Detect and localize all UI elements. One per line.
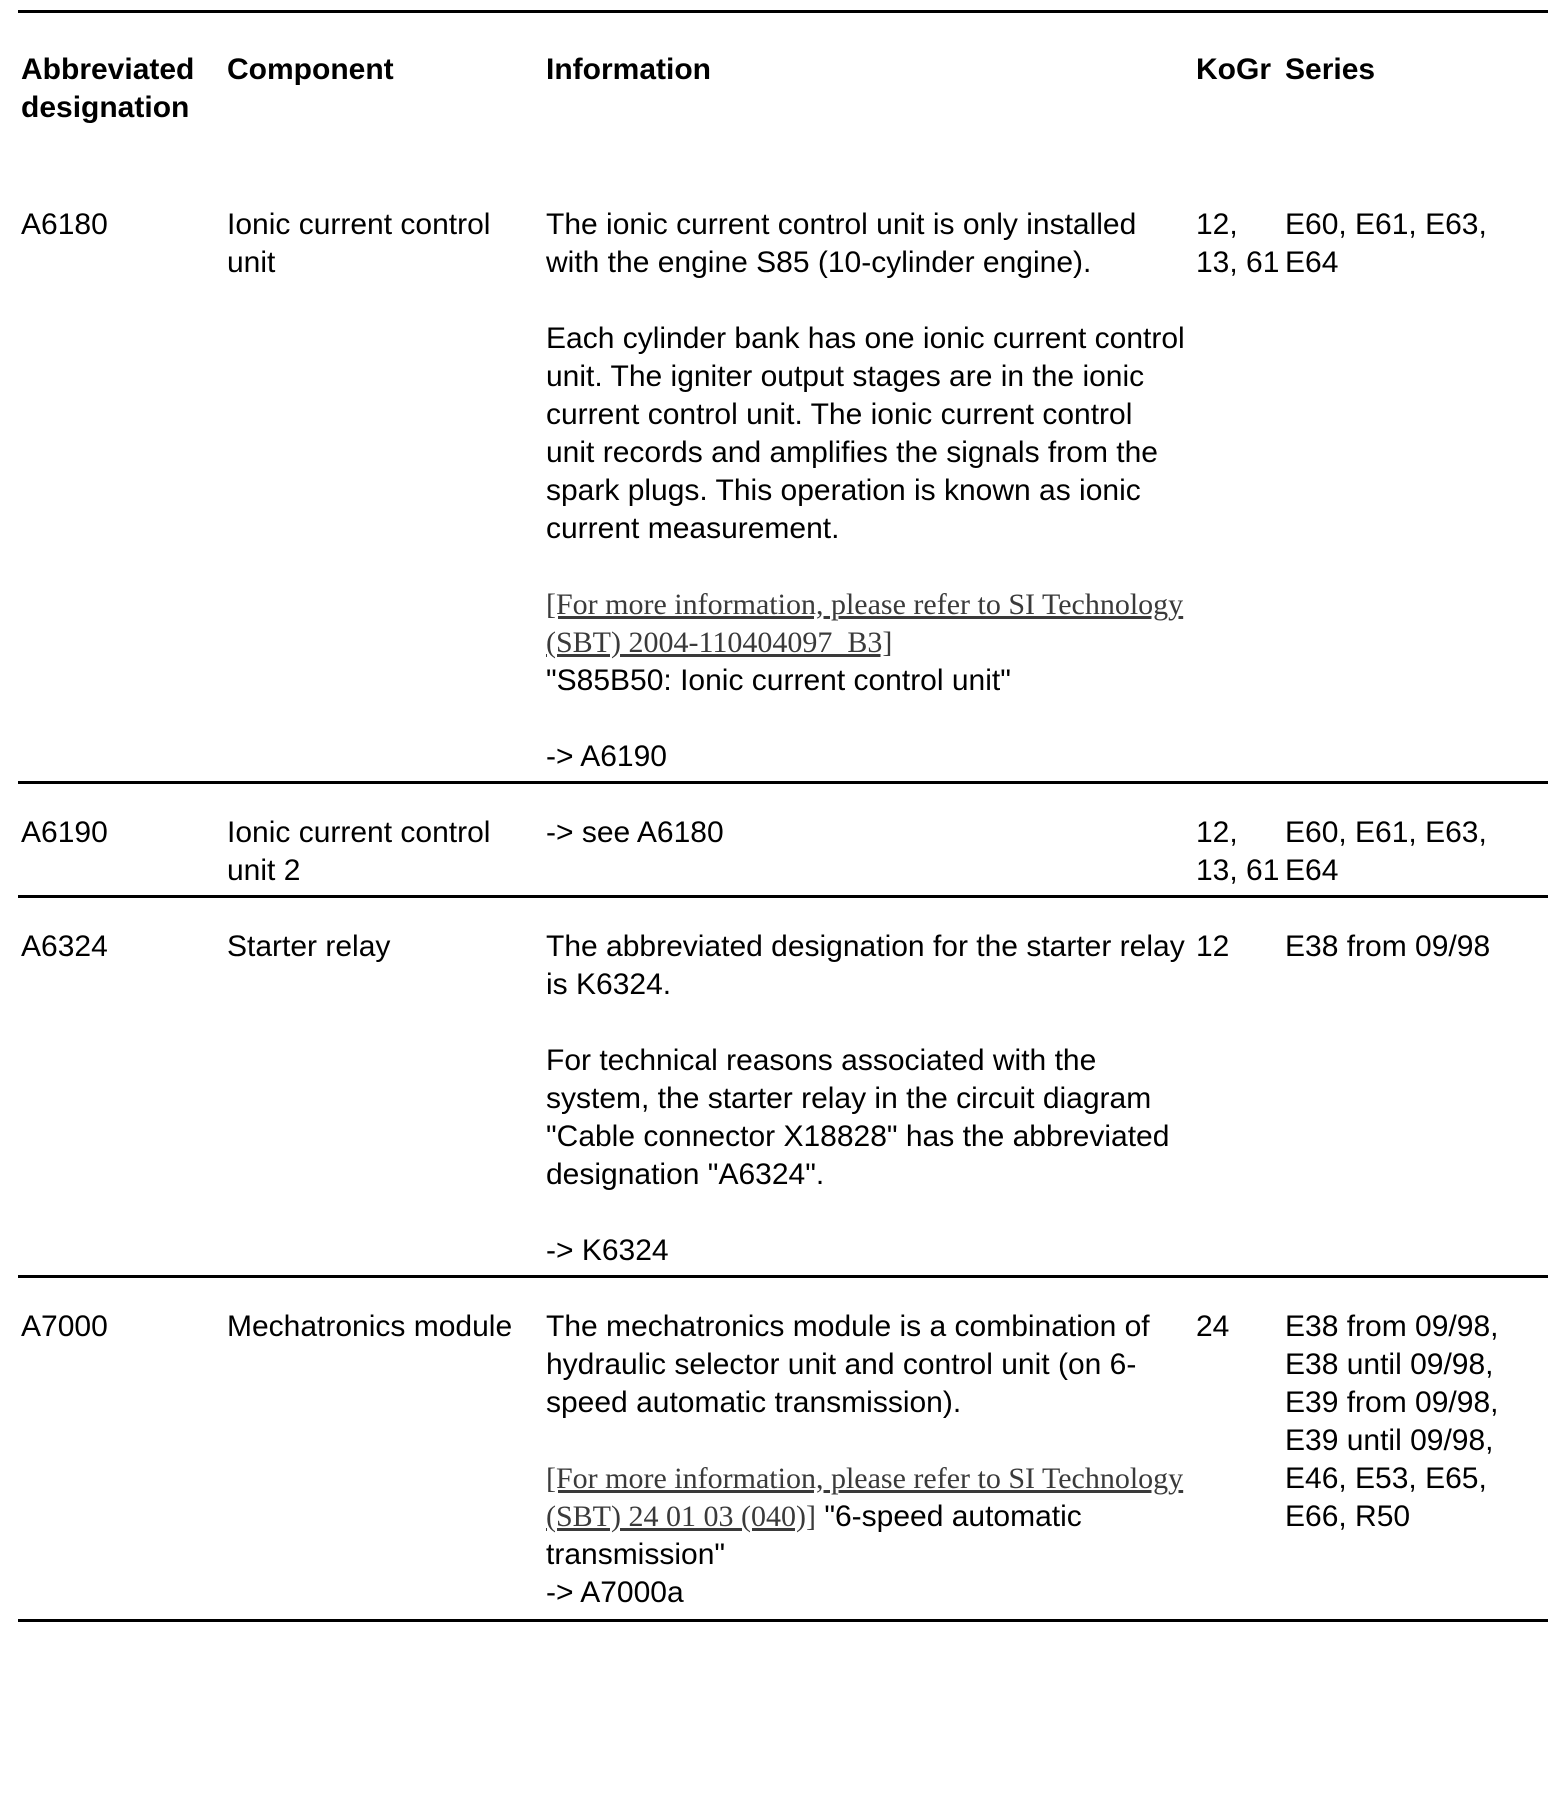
- cell-information: [542, 783, 1192, 897]
- info-paragraph: The abbreviated designation for the starter relay is K6324.: [546, 930, 1185, 1001]
- cell-component: Mechatronics module: [223, 1277, 542, 1621]
- cell-series: E60, E61, E63, E64: [1281, 176, 1548, 783]
- header-component: Component: [227, 53, 394, 86]
- cell-kogr: 12, 13, 61: [1192, 783, 1281, 897]
- cell-kogr: 24: [1192, 1277, 1281, 1621]
- table-row: [18, 897, 1548, 1277]
- cell-abbrev: A6324: [18, 897, 223, 1277]
- header-abbreviated-designation: Abbreviated designation: [21, 53, 195, 124]
- cell-information: [542, 897, 1192, 1277]
- cell-series: E60, E61, E63, E64: [1281, 783, 1548, 897]
- info-paragraph: For technical reasons associated with the system, the starter relay in the circuit diagram "Cable connector X18828" has the abbreviated designation "A6324".: [546, 1044, 1170, 1191]
- info-paragraph: The ionic current control unit is only installed with the engine S85 (10-cylinder engine).: [546, 208, 1137, 279]
- header-information: Information: [546, 53, 711, 86]
- cell-kogr: 12: [1192, 897, 1281, 1277]
- table-header-row: [18, 51, 1548, 176]
- cell-abbrev: A6180: [18, 176, 223, 783]
- cell-information: [542, 1277, 1192, 1621]
- cell-component: Ionic current control unit 2: [223, 783, 542, 897]
- cell-component: Starter relay: [223, 897, 542, 1277]
- header-kogr: KoGr: [1196, 53, 1271, 86]
- info-reference: [546, 586, 1186, 700]
- cell-abbrev: A6190: [18, 783, 223, 897]
- cell-information: [542, 176, 1192, 783]
- info-paragraph: The mechatronics module is a combination of hydraulic selector unit and control unit (on 6-speed automatic transmission).: [546, 1310, 1150, 1419]
- info-reference: [546, 1460, 1186, 1574]
- cell-series: E38 from 09/98: [1281, 897, 1548, 1277]
- designation-table: [18, 51, 1548, 1622]
- header-series: Series: [1285, 53, 1376, 86]
- info-paragraph: Each cylinder bank has one ionic current control unit. The igniter output stages are in the ionic current control unit. The ionic current control unit records and amplifies the signals from the spark plugs. This operation is known as ionic current measurement.: [546, 322, 1185, 545]
- table-row: [18, 1277, 1548, 1621]
- cell-component: Ionic current control unit: [223, 176, 542, 783]
- cell-series: E38 from 09/98, E38 until 09/98, E39 from 09/98, E39 until 09/98, E46, E53, E65, E66, R50: [1281, 1277, 1548, 1621]
- cross-reference: -> A6190: [546, 740, 667, 773]
- table-row: [18, 176, 1548, 783]
- sbt-reference-link[interactable]: [For more information, please refer to SI Technology (SBT) 2004-110404097_B3]: [546, 588, 1184, 659]
- top-rule: [18, 10, 1548, 13]
- cross-reference: -> A7000a: [546, 1576, 684, 1609]
- cell-abbrev: A7000: [18, 1277, 223, 1621]
- table-row: [18, 783, 1548, 897]
- sbt-reference-link[interactable]: [For more information, please refer to SI Technology (SBT) 24 01 03 (040)]: [546, 1462, 1184, 1533]
- cell-kogr: 12, 13, 61: [1192, 176, 1281, 783]
- info-paragraph: -> see A6180: [546, 816, 724, 849]
- reference-title: "6-speed automatic transmission": [546, 1500, 1082, 1571]
- reference-title: "S85B50: Ionic current control unit": [546, 664, 1011, 697]
- cross-reference: -> K6324: [546, 1234, 669, 1267]
